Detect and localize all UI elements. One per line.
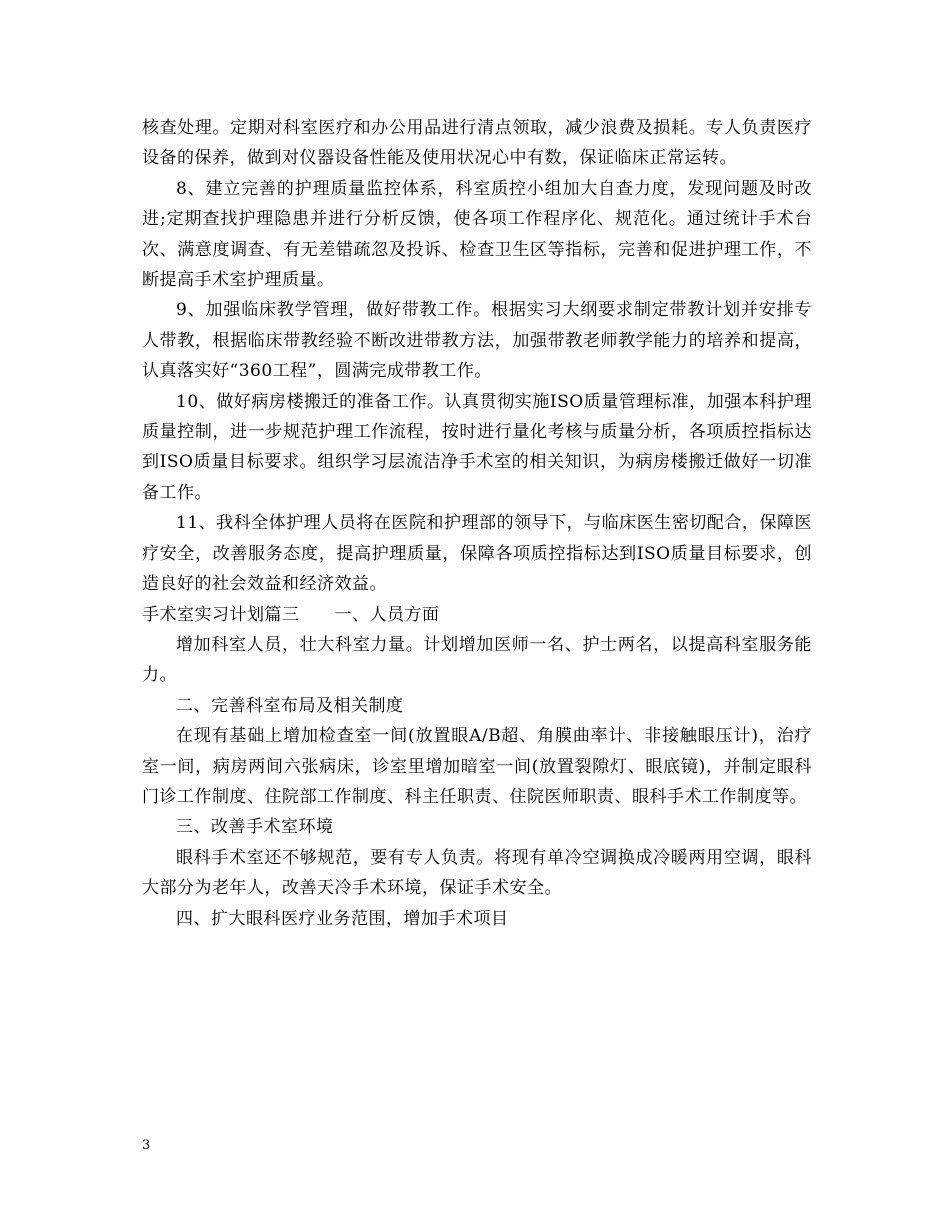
paragraph-3: 9、加强临床教学管理，做好带教工作。根据实习大纲要求制定带教计划并安排专人带教，根据临床带教经验不断改进带教方法，加强带教老师教学能力的培养和提高，认真落实好“360工程”，圆满完成带教工作。 <box>142 300 812 382</box>
paragraph-5: 11、我科全体护理人员将在医院和护理部的领导下，与临床医生密切配合，保障医疗安全，改善服务态度，提高护理质量，保障各项质控指标达到ISO质量目标要求，创造良好的社会效益和经济效益。 <box>142 513 812 595</box>
paragraph-2: 8、建立完善的护理质量监控体系，科室质控小组加大自查力度，发现问题及时改进;定期查找护理隐患并进行分析反馈，使各项工作程序化、规范化。通过统计手术台次、满意度调查、有无差错疏忽及投诉、检查卫生区等指标，完善和促进护理工作，不断提高手术室护理质量。 <box>142 178 812 291</box>
paragraph-8: 二、完善科室布局及相关制度 <box>176 695 404 716</box>
paragraph-1: 核查处理。定期对科室医疗和办公用品进行清点领取，减少浪费及损耗。专人负责医疗设备的保养，做到对仪器设备性能及使用状况心中有数，保证临床正常运转。 <box>142 118 812 169</box>
section-heading: 手术室实习计划篇三 一、人员方面 <box>142 604 440 625</box>
paragraph-7: 增加科室人员，壮大科室力量。计划增加医师一名、护士两名，以提高科室服务能力。 <box>142 634 812 686</box>
paragraph-10: 三、改善手术室环境 <box>176 817 334 838</box>
paragraph-11: 眼科手术室还不够规范，要有专人负责。将现有单冷空调换成冷暖两用空调，眼科大部分为老年人，改善天冷手术环境，保证手术安全。 <box>142 847 812 899</box>
paragraph-4: 10、做好病房楼搬迁的准备工作。认真贯彻实施ISO质量管理标准，加强本科护理质量控制，进一步规范护理工作流程，按时进行量化考核与质量分析，各项质控指标达到ISO质量目标要求。组织学习层流洁净手术室的相关知识，为病房楼搬迁做好一切准备工作。 <box>142 391 812 503</box>
paragraph-12: 四、扩大眼科医疗业务范围，增加手术项目 <box>176 908 509 929</box>
paragraph-9: 在现有基础上增加检查室一间(放置眼A/B超、角膜曲率计、非接触眼压计)，治疗室一间，病房两间六张病床，诊室里增加暗室一间(放置裂隙灯、眼底镜)，并制定眼科门诊工作制度、住院部工作制度、科主任职责、住院医师职责、眼科手术工作制度等。 <box>142 726 812 807</box>
page-number: 3 <box>142 1138 151 1153</box>
document-body <box>142 113 812 934</box>
